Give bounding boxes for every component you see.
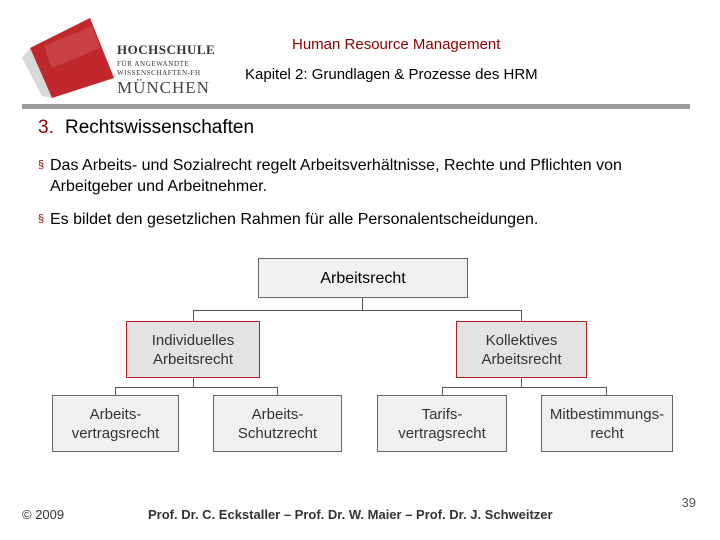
logo-line-4: MÜNCHEN xyxy=(117,78,210,97)
page-number: 39 xyxy=(681,495,696,510)
chart-node-codetermination-law: Mitbestimmungs- recht xyxy=(541,395,673,452)
section-title: Rechtswissenschaften xyxy=(65,117,255,138)
logo-line-1: HOCHSCHULE xyxy=(117,42,216,57)
bullet-item xyxy=(38,155,688,197)
chart-node-individual: Individuelles Arbeitsrecht xyxy=(126,321,260,378)
copyright: © 2009 xyxy=(22,507,65,522)
connector-line xyxy=(442,387,443,395)
logo-mark-icon xyxy=(22,18,117,98)
connector-line xyxy=(521,378,522,387)
bullet-marker: § xyxy=(38,159,45,171)
connector-line xyxy=(193,378,194,387)
chart-node-protection-law: Arbeits- Schutzrecht xyxy=(213,395,342,452)
connector-line xyxy=(277,387,278,395)
authors: Prof. Dr. C. Eckstaller – Prof. Dr. W. Maier – Prof. Dr. J. Schweitzer xyxy=(148,507,553,522)
bullet-marker: § xyxy=(38,213,45,225)
connector-line xyxy=(442,387,607,388)
logo-line-2: FÜR ANGEWANDTE xyxy=(117,60,190,68)
chart-node-collective: Kollektives Arbeitsrecht xyxy=(456,321,587,378)
header-divider xyxy=(22,104,690,109)
connector-line xyxy=(606,387,607,395)
connector-line xyxy=(521,310,522,321)
connector-line xyxy=(193,310,194,321)
section-number: 3. xyxy=(38,117,54,138)
connector-line xyxy=(115,387,278,388)
logo-line-3: WISSENSCHAFTEN-FH xyxy=(117,69,201,77)
chart-node-root: Arbeitsrecht xyxy=(258,258,468,298)
chart-node-contract-law: Arbeits- vertragsrecht xyxy=(52,395,179,452)
chapter-title: Kapitel 2: Grundlagen & Prozesse des HRM xyxy=(245,66,538,83)
bullet-text: Es bildet den gesetzlichen Rahmen für alle Personalentscheidungen. xyxy=(50,211,539,228)
university-logo xyxy=(22,18,216,98)
connector-line xyxy=(115,387,116,395)
connector-line xyxy=(193,310,522,311)
chart-node-tariff-law: Tarifs- vertragsrecht xyxy=(377,395,507,452)
course-title: Human Resource Management xyxy=(292,36,501,53)
bullet-text: Das Arbeits- und Sozialrecht regelt Arbeitsverhältnisse, Rechte und Pflichten von Arbeitgeber und Arbeitnehmer. xyxy=(50,157,622,195)
connector-line xyxy=(362,298,363,310)
bullet-item xyxy=(38,209,688,230)
